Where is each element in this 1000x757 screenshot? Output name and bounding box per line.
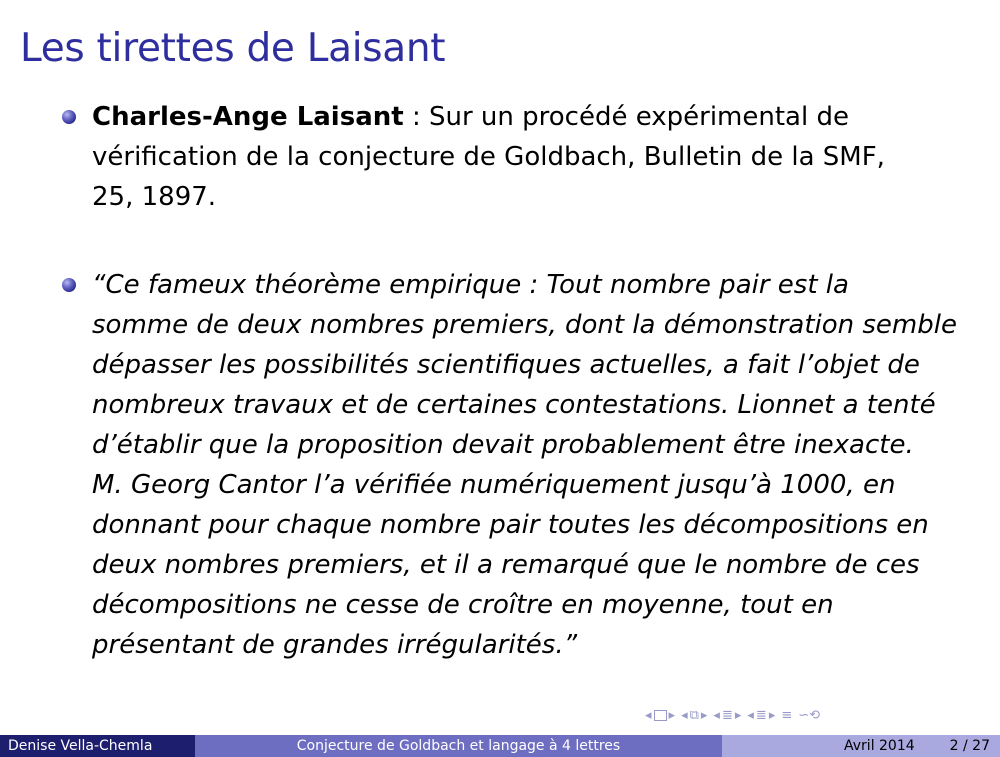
nav-search-icon[interactable]: ∽⟲: [798, 707, 821, 723]
bullet-item-quote: [92, 265, 987, 665]
reference-line-2: vérification de la conjecture de Goldbach, Bulletin de la SMF,: [92, 142, 885, 172]
nav-frame-icon[interactable]: [654, 710, 667, 721]
nav-subframe-icon[interactable]: ⧉: [689, 707, 699, 723]
bullet-ball-icon: [62, 278, 76, 292]
quote-line: “Ce fameux théorème empirique : Tout nombre pair est la: [92, 270, 849, 300]
reference-text-1: : Sur un procédé expérimental de: [403, 102, 849, 132]
reference-line-1: [92, 97, 987, 137]
nav-left-arrow-icon[interactable]: ◂: [681, 707, 688, 723]
page-number: 2 / 27: [949, 738, 990, 754]
footer-talk-title: Conjecture de Goldbach et langage à 4 lettres: [195, 735, 722, 757]
nav-right-arrow-icon[interactable]: ▸: [734, 707, 742, 723]
nav-right-arrow-icon[interactable]: ▸: [700, 707, 708, 723]
nav-right-arrow-icon[interactable]: ▸: [668, 707, 676, 723]
bullet-ball-icon: [62, 110, 76, 124]
nav-left-arrow-icon[interactable]: ◂: [747, 707, 754, 723]
nav-right-arrow-icon[interactable]: ▸: [768, 707, 776, 723]
slide-title: Les tirettes de Laisant: [20, 26, 446, 71]
nav-left-arrow-icon[interactable]: ◂: [713, 707, 720, 723]
nav-left-arrow-icon[interactable]: ◂: [645, 707, 652, 723]
nav-frame-group[interactable]: [645, 709, 675, 722]
quote-line: nombreux travaux et de certaines contestations. Lionnet a tenté: [92, 390, 936, 420]
quote-line: d’établir que la proposition devait probablement être inexacte.: [92, 430, 914, 460]
quote-line: donnant pour chaque nombre pair toutes les décompositions en: [92, 510, 929, 540]
quote-line: présentant de grandes irrégularités.”: [92, 630, 578, 660]
nav-section-group[interactable]: [747, 709, 775, 722]
footer-author: Denise Vella-Chemla: [0, 735, 195, 757]
footer-date: Avril 2014: [844, 738, 915, 754]
quote-line: M. Georg Cantor l’a vérifiée numériquement jusqu’à 1000, en: [92, 470, 896, 500]
nav-align-icon[interactable]: ≡: [781, 707, 793, 723]
nav-subsection-icon[interactable]: ≣: [721, 707, 733, 723]
quote-line: décompositions ne cesse de croître en moyenne, tout en: [92, 590, 834, 620]
nav-section-icon[interactable]: ≣: [755, 707, 767, 723]
quote-line: dépasser les possibilités scientifiques actuelles, a fait l’objet de: [92, 350, 920, 380]
beamer-navigation-bar: [645, 705, 820, 725]
nav-subframe-group[interactable]: [681, 709, 707, 722]
quote-line: deux nombres premiers, et il a remarqué que le nombre de ces: [92, 550, 920, 580]
reference-line-3: 25, 1897.: [92, 182, 217, 212]
footer-info: [722, 735, 1000, 757]
nav-subsection-group[interactable]: [713, 709, 741, 722]
footer-bar: [0, 735, 1000, 757]
author-name: Charles-Ange Laisant: [92, 102, 404, 132]
bullet-item-reference: [92, 97, 987, 217]
quote-line: somme de deux nombres premiers, dont la démonstration semble: [92, 310, 957, 340]
